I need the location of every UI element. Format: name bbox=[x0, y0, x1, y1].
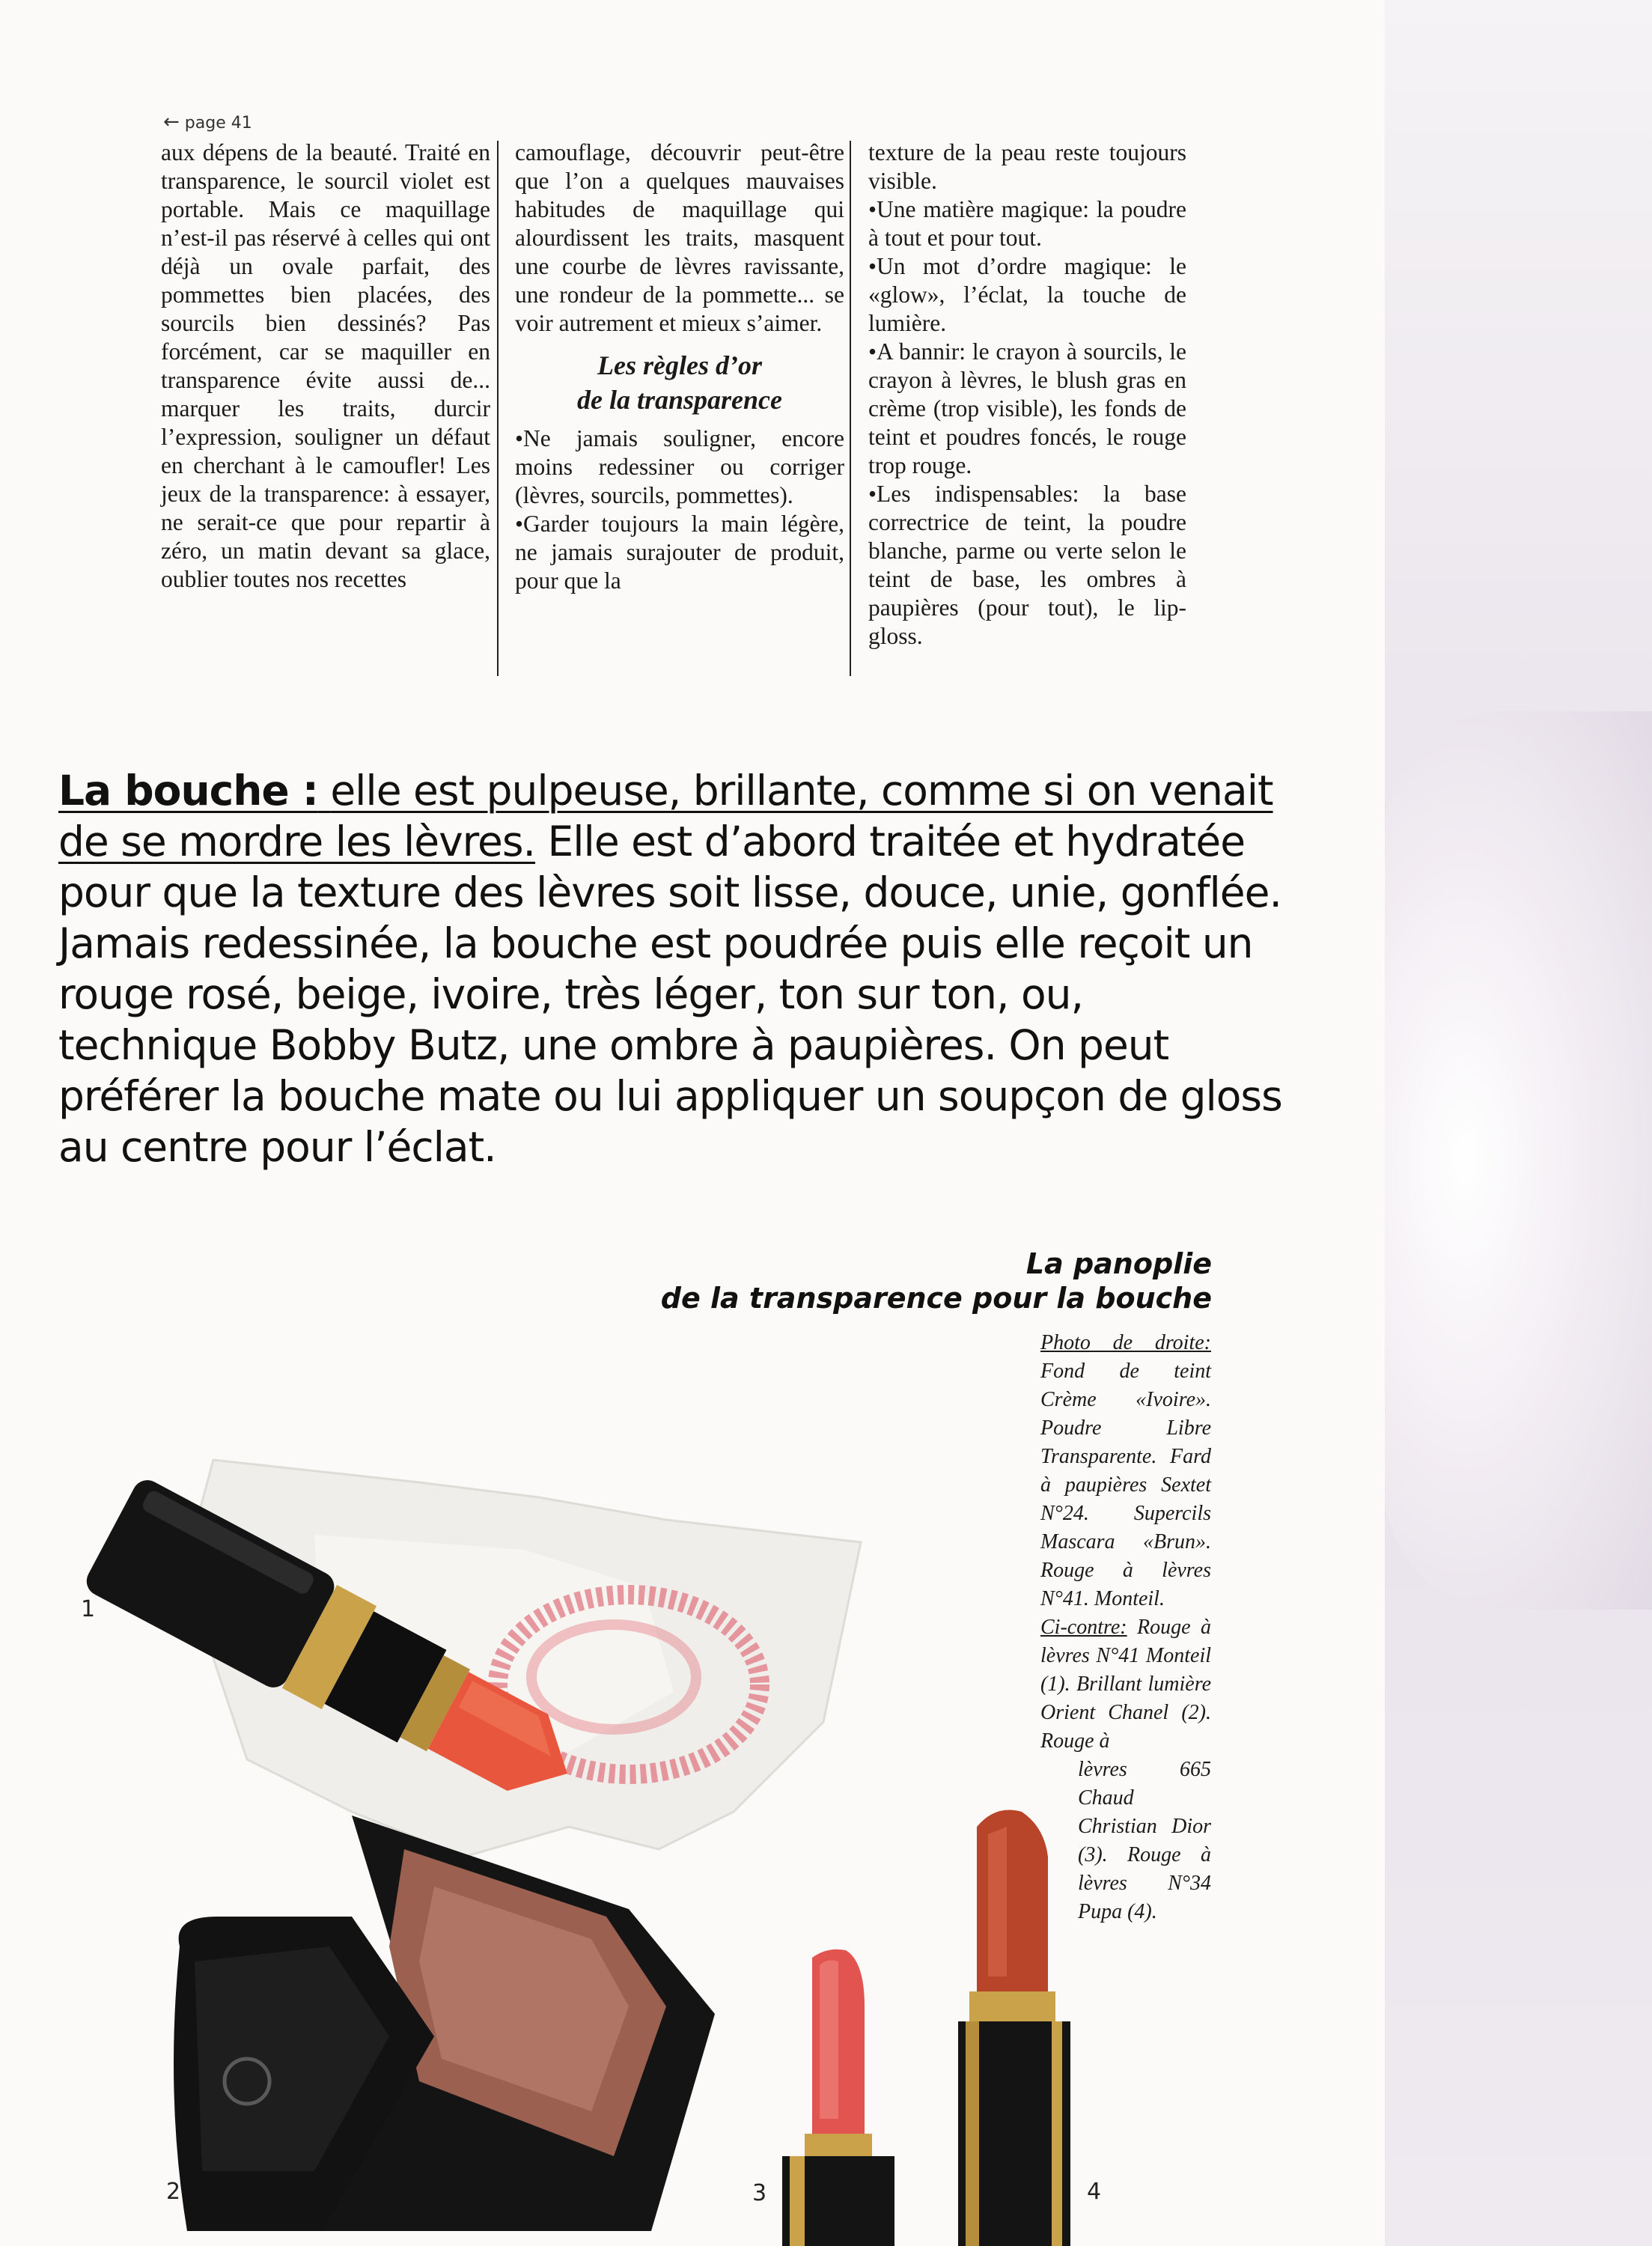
caption-text: lèvres 665 Chaud Christian Dior (3). Rouge à lèvres N°34 Pupa (4). bbox=[1078, 1758, 1211, 1923]
caption-label: Ci-contre: bbox=[1040, 1616, 1127, 1639]
item-number: 2 bbox=[166, 2179, 181, 2205]
item-number: 1 bbox=[81, 1596, 96, 1622]
column2-heading bbox=[515, 348, 844, 417]
left-arrow-icon: ← bbox=[163, 111, 180, 133]
bouche-body: Elle est d’abord traitée et hydratée pour que la texture des lèvres soit lisse, douce, unie, gonflée. Jamais redessinée, la bouche est poudrée puis elle reçoit un rouge rosé, beige, ivoire, très léger, ton sur ton, ou, technique Bobby Butz, une ombre à paupières. On peut préférer la bouche mate ou lui appliquer un soupçon de gloss au centre pour l’éclat. bbox=[58, 818, 1282, 1171]
column3-paragraph: •Les indispensables: la base correctrice de teint, la poudre blanche, parme ou verte selon le teint de base, les ombres à paupières (pour tout), le lip-gloss. bbox=[868, 481, 1186, 649]
page-reference-text: page 41 bbox=[184, 114, 252, 133]
column3-paragraph: •Une matière magique: la poudre à tout et pour tout. bbox=[868, 196, 1186, 251]
item-number: 4 bbox=[1087, 2179, 1102, 2205]
text-column-2 bbox=[515, 139, 844, 595]
bouche-lead: La bouche : bbox=[58, 767, 318, 815]
column-divider bbox=[850, 141, 851, 676]
panoplie-line: de la transparence pour la bouche bbox=[660, 1282, 1212, 1315]
panoplie-heading bbox=[661, 1247, 1212, 1315]
column3-paragraph: •A bannir: le crayon à sourcils, le crayon à lèvres, le blush gras en crème (trop visible), les fonds de teint et poudres foncés, le rouge trop rouge. bbox=[868, 338, 1186, 478]
caption-label: Photo de droite: bbox=[1040, 1331, 1211, 1354]
fabric-photo bbox=[1385, 0, 1652, 2246]
bouche-underlined: elle est pulpeuse, brillante, comme si on venait de se mordre les lèvres. bbox=[58, 767, 1273, 865]
text-column-3 bbox=[868, 139, 1186, 651]
caption-text: Rouge à lèvres N°41 Monteil (1). Brillant lumière Orient Chanel (2). Rouge à bbox=[1040, 1616, 1212, 1753]
compact-2 bbox=[174, 1816, 715, 2231]
bouche-paragraph bbox=[58, 765, 1286, 1172]
panoplie-line: La panoplie bbox=[1025, 1247, 1212, 1280]
item-number: 3 bbox=[752, 2180, 767, 2206]
page-reference bbox=[163, 111, 252, 133]
column-divider bbox=[497, 141, 499, 676]
column3-paragraph: texture de la peau reste toujours visible. bbox=[868, 139, 1186, 194]
heading-line: Les règles d’or bbox=[597, 350, 762, 380]
rule-item: •Garder toujours la main légère, ne jamais surajouter de produit, pour que la bbox=[515, 511, 844, 594]
text-column-1 bbox=[161, 139, 490, 594]
heading-line: de la transparence bbox=[577, 385, 782, 415]
rule-item: •Ne jamais souligner, encore moins redessiner ou corriger (lèvres, sourcils, pommettes). bbox=[515, 425, 844, 508]
lipstick-3 bbox=[782, 1950, 894, 2246]
column1-text: aux dépens de la beauté. Traité en transparence, le sourcil violet est portable. Mais ce maquillage n’est-il pas réservé à celles qui ont déjà un ovale parfait, des pommettes bien placées, des sourcils bien dessinés? Pas forcément, car se maquiller en transparence évite aussi de... marquer les traits, durcir l’expression, souligner un défaut en cherchant à le camoufler! Les jeux de la transparence: à essayer, ne serait-ce que pour repartir à zéro, un matin devant sa glace, oublier toutes nos recettes bbox=[161, 139, 490, 592]
caption-text: Fond de teint Crème «Ivoire». Poudre Libre Transparente. Fard à paupières Sextet N°24. Supercils Mascara «Brun». Rouge à lèvres N°41. Monteil. bbox=[1040, 1360, 1211, 1610]
fabric-fold bbox=[1385, 711, 1652, 1610]
product-caption bbox=[1040, 1329, 1211, 1926]
column3-paragraph: •Un mot d’ordre magique: le «glow», l’éclat, la touche de lumière. bbox=[868, 253, 1186, 336]
column2-intro: camouflage, découvrir peut-être que l’on a quelques mauvaises habitudes de maquillage qui alourdissent les traits, masquent une courbe de lèvres ravissante, une rondeur de la pommette... se voir autrement et mieux s’aimer. bbox=[515, 139, 844, 336]
